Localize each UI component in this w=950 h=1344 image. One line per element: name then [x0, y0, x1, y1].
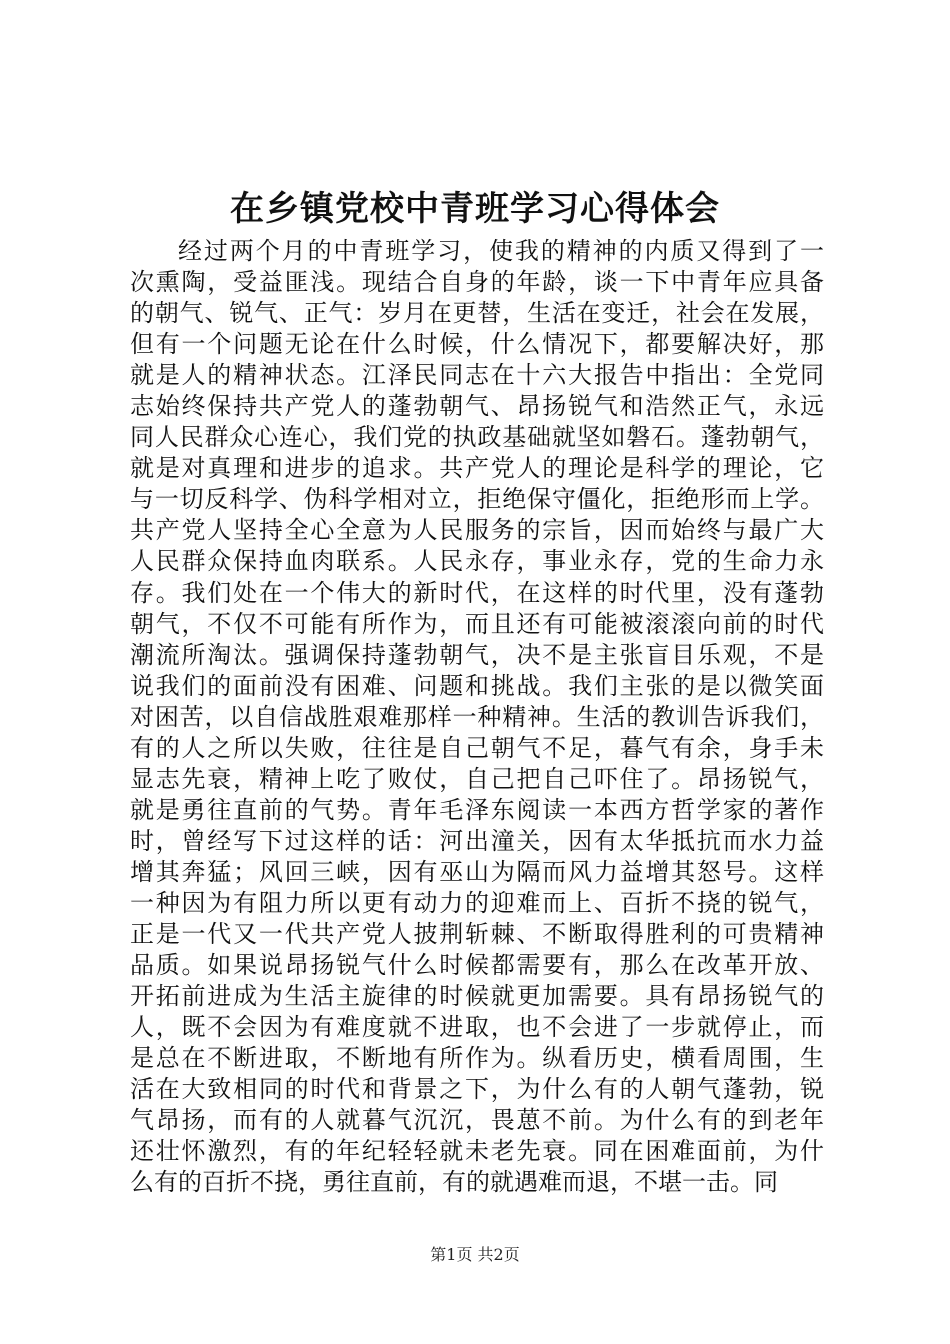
- body-line: 同人民群众心连心，我们党的执政基础就坚如磐石。蓬勃朝气，: [130, 423, 824, 452]
- document-title: 在乡镇党校中青班学习心得体会: [230, 189, 720, 229]
- body-line: 潮流所淘汰。强调保持蓬勃朝气，决不是主张盲目乐观，不是: [130, 640, 824, 669]
- body-line: 的朝气、锐气、正气：岁月在更替，生活在变迁，社会在发展，: [130, 299, 824, 328]
- body-line: 品质。如果说昂扬锐气什么时候都需要有，那么在改革开放、: [130, 951, 824, 980]
- body-line: 对困苦，以自信战胜艰难那样一种精神。生活的教训告诉我们，: [130, 702, 824, 731]
- document-body: [130, 236, 824, 1198]
- body-line: 存。我们处在一个伟大的新时代，在这样的时代里，没有蓬勃: [130, 578, 824, 607]
- body-line: 一种因为有阻力所以更有动力的迎难而上、百折不挠的锐气，: [130, 888, 824, 917]
- body-line: 么有的百折不挠，勇往直前，有的就遇难而退，不堪一击。同: [130, 1168, 778, 1197]
- body-line: 活在大致相同的时代和背景之下，为什么有的人朝气蓬勃，锐: [130, 1075, 824, 1104]
- body-line: 经过两个月的中青班学习，使我的精神的内质又得到了一: [178, 237, 824, 265]
- body-line: 有的人之所以失败，往往是自己朝气不足，暮气有余，身手未: [130, 733, 824, 762]
- body-line: 朝气，不仅不可能有所作为，而且还有可能被滚滚向前的时代: [130, 609, 824, 638]
- body-line: 次熏陶，受益匪浅。现结合自身的年龄，谈一下中青年应具备: [130, 268, 824, 297]
- body-line: 人民群众保持血肉联系。人民永存，事业永存，党的生命力永: [130, 547, 824, 576]
- body-line: 志始终保持共产党人的蓬勃朝气、昂扬锐气和浩然正气，永远: [130, 392, 824, 421]
- body-line: 但有一个问题无论在什么时候，什么情况下，都要解决好，那: [130, 330, 824, 359]
- body-line: 还壮怀激烈，有的年纪轻轻就未老先衰。同在困难面前，为什: [130, 1137, 824, 1166]
- body-line: 气昂扬，而有的人就暮气沉沉，畏葸不前。为什么有的到老年: [130, 1106, 824, 1135]
- body-line: 说我们的面前没有困难、问题和挑战。我们主张的是以微笑面: [130, 671, 824, 700]
- body-line: 就是勇往直前的气势。青年毛泽东阅读一本西方哲学家的著作: [130, 795, 824, 824]
- body-line: 共产党人坚持全心全意为人民服务的宗旨，因而始终与最广大: [130, 516, 824, 545]
- body-line: 人，既不会因为有难度就不进取，也不会进了一步就停止，而: [130, 1013, 824, 1042]
- body-line: 就是对真理和进步的追求。共产党人的理论是科学的理论，它: [130, 454, 824, 483]
- body-line: 开拓前进成为生活主旋律的时候就更加需要。具有昂扬锐气的: [130, 982, 824, 1011]
- page-number-footer: 第1页 共2页: [430, 1245, 520, 1264]
- body-line: 与一切反科学、伪科学相对立，拒绝保守僵化，拒绝形而上学。: [130, 485, 824, 514]
- body-line: 时，曾经写下过这样的话：河出潼关，因有太华抵抗而水力益: [130, 826, 824, 855]
- body-line: 显志先衰，精神上吃了败仗，自己把自己吓住了。昂扬锐气，: [130, 764, 824, 793]
- body-line: 是总在不断进取，不断地有所作为。纵看历史，横看周围，生: [130, 1044, 824, 1073]
- body-line: 就是人的精神状态。江泽民同志在十六大报告中指出：全党同: [130, 361, 824, 390]
- body-line: 正是一代又一代共产党人披荆斩棘、不断取得胜利的可贵精神: [130, 920, 824, 949]
- body-line: 增其奔猛；风回三峡，因有巫山为隔而风力益增其怒号。这样: [130, 857, 824, 886]
